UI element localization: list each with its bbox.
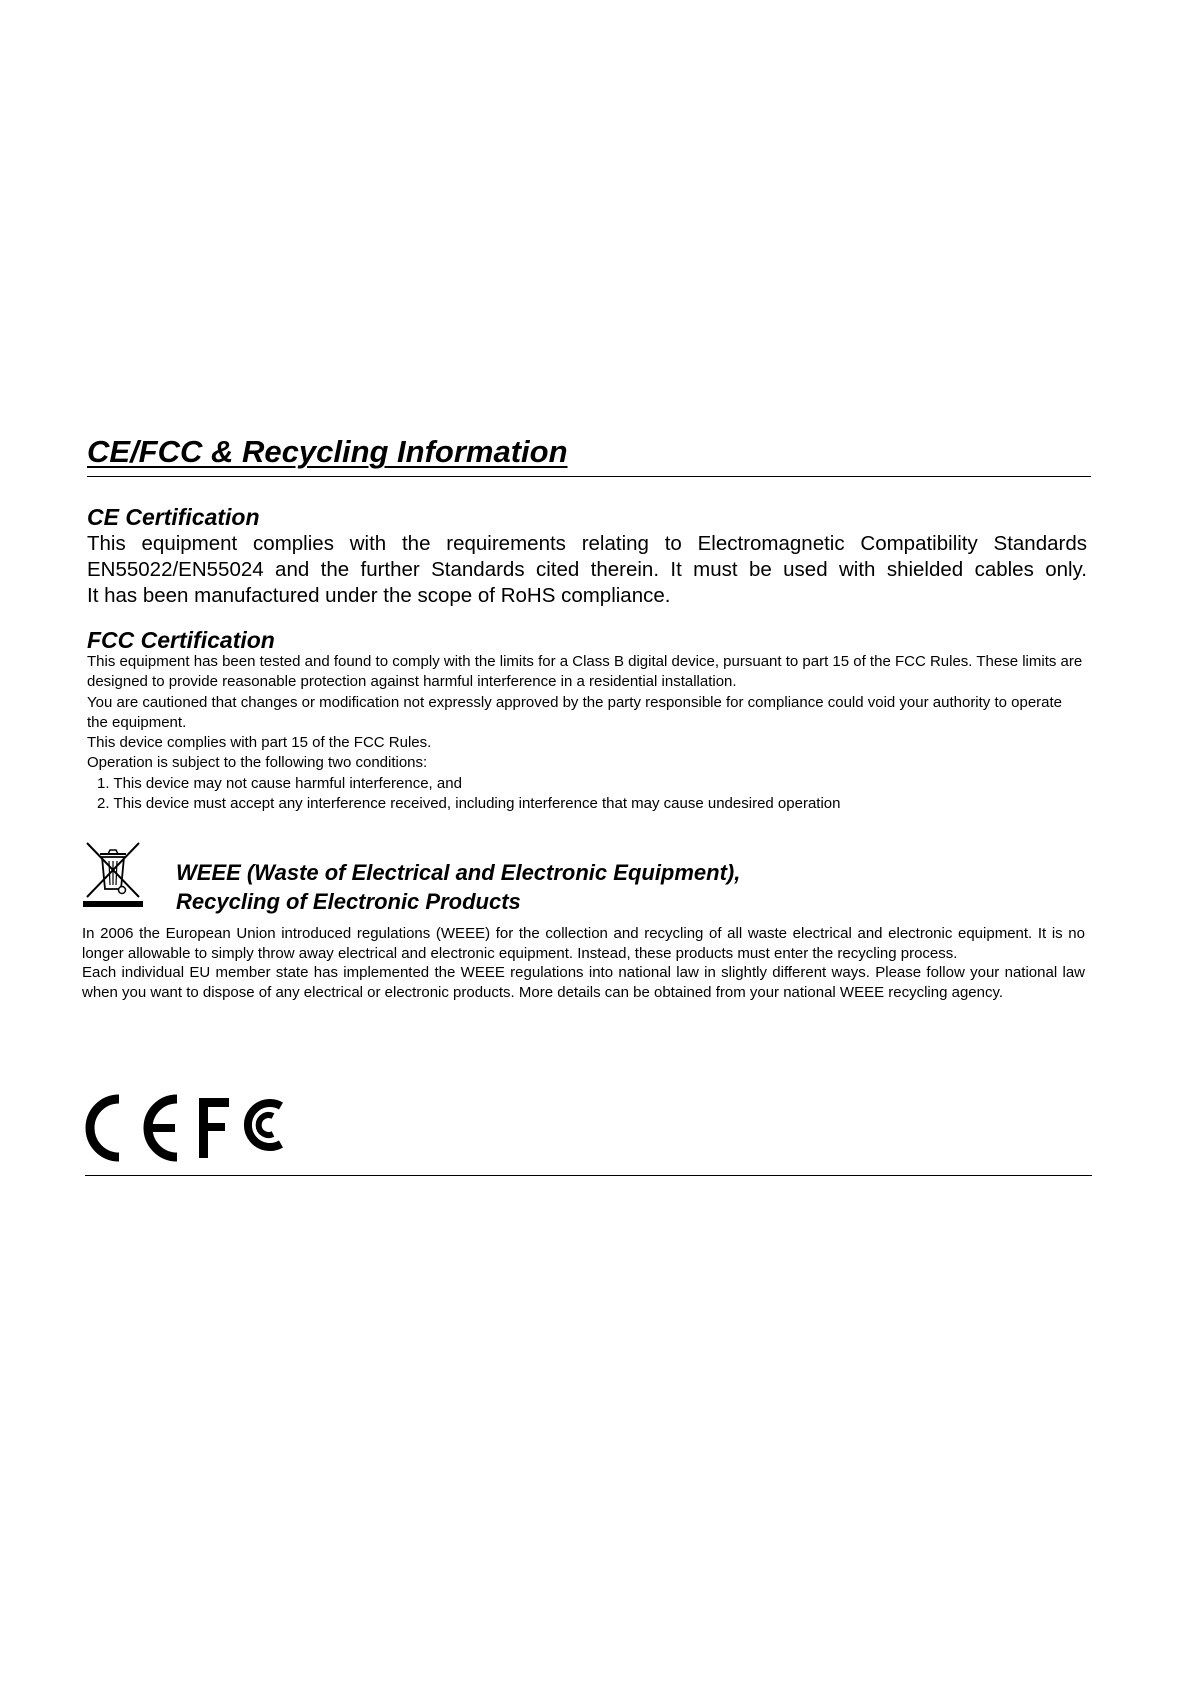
fcc-paragraph-3: This device complies with part 15 of the FCC Rules. xyxy=(87,734,432,752)
ce-heading: CE Certification xyxy=(87,504,260,530)
crossed-out-wheelie-bin-icon xyxy=(83,839,143,907)
fcc-paragraph-2: You are cautioned that changes or modification not expressly approved by the party responsible for compliance could void your authority to operate the equipment. xyxy=(87,693,1063,731)
weee-paragraph-1: In 2006 the European Union introduced regulations (WEEE) for the collection and recycling of all waste electrical and electronic equipment. It is no longer allowable to simply throw away electrical and electronic equipment. Instead, these products must enter the recycling process. xyxy=(82,925,1085,962)
fcc-body xyxy=(87,652,1087,814)
ce-line-3: It has been manufactured under the scope of RoHS compliance. xyxy=(87,584,671,607)
fcc-paragraph-1: This equipment has been tested and found to comply with the limits for a Class B digital device, pursuant to part 15 of the FCC Rules. These limits are designed to provide reasonable protection against harmful interference in a residential installation. xyxy=(87,653,1083,691)
ce-mark-logo xyxy=(90,1099,177,1157)
fcc-mark-logo xyxy=(199,1098,281,1158)
weee-body xyxy=(82,924,1085,1003)
fcc-paragraph-4: Operation is subject to the following two conditions: xyxy=(87,754,428,772)
weee-paragraph-2: Each individual EU member state has implemented the WEEE regulations into national law in slightly different ways. Please follow your national law when you want to dispose of any electrical or electronic products. More details can be obtained from your national WEEE recycling agency. xyxy=(82,964,1085,1002)
ce-line-2: EN55022/EN55024 and the further Standards cited therein. It must be used with shielded cables only. xyxy=(87,558,1087,581)
ce-body xyxy=(87,531,1087,609)
certification-marks xyxy=(85,1092,305,1164)
fcc-condition-2: 2. This device must accept any interference received, including interference that may cause undesired operation xyxy=(97,795,841,813)
weee-heading-line-2: Recycling of Electronic Products xyxy=(176,889,521,914)
page-title: CE/FCC & Recycling Information xyxy=(87,434,568,469)
fcc-condition-1: 1. This device may not cause harmful interference, and xyxy=(97,774,462,792)
weee-heading-line-1: WEEE (Waste of Electrical and Electronic Equipment), xyxy=(176,860,741,885)
fcc-heading: FCC Certification xyxy=(87,627,275,653)
title-divider xyxy=(87,476,1091,477)
ce-line-1: This equipment complies with the requirements relating to Electromagnetic Compatibility Standards xyxy=(87,532,1087,555)
weee-heading xyxy=(176,858,740,916)
bottom-divider xyxy=(85,1175,1092,1176)
